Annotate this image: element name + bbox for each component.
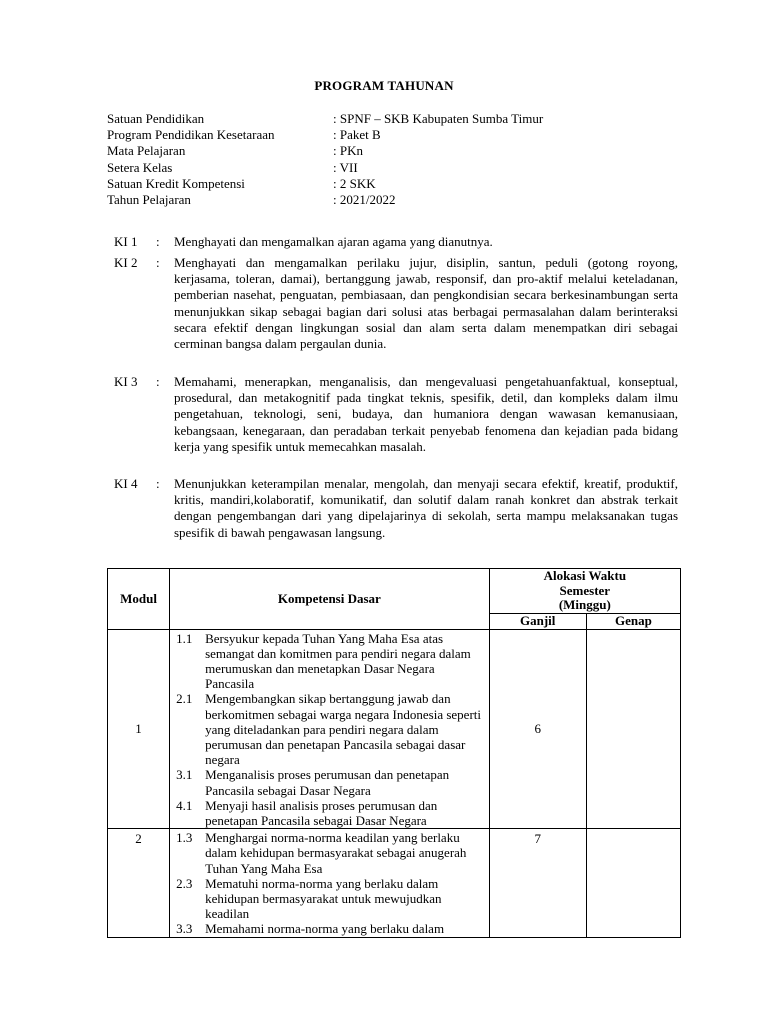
ki-colon: : bbox=[156, 374, 160, 389]
kd-text: Menghargai norma-norma keadilan yang berlaku dalam kehidupan bermasyarakat sebagai anugerah Tuhan Yang Maha Esa bbox=[205, 830, 467, 876]
meta-value: : SPNF – SKB Kabupaten Sumba Timur bbox=[333, 111, 544, 126]
ki-code: KI 1 bbox=[114, 234, 138, 249]
header-kompetensi-dasar: Kompetensi Dasar bbox=[170, 569, 490, 630]
ki-item bbox=[114, 255, 678, 352]
kd-item bbox=[176, 767, 487, 797]
modul-number: 1 bbox=[108, 629, 170, 829]
meta-row bbox=[107, 143, 667, 159]
meta-row bbox=[107, 192, 667, 208]
program-table bbox=[107, 568, 681, 938]
kd-number: 3.1 bbox=[176, 767, 193, 783]
kd-cell bbox=[170, 829, 490, 937]
table-row bbox=[108, 629, 681, 829]
header-modul: Modul bbox=[108, 569, 170, 630]
header-genap: Genap bbox=[586, 613, 680, 629]
genap-value bbox=[586, 829, 680, 937]
kd-item bbox=[176, 876, 487, 922]
meta-label: Satuan Kredit Kompetensi bbox=[107, 175, 245, 191]
ki-text: Memahami, menerapkan, menganalisis, dan mengevaluasi pengetahuanfaktual, konseptual, prosedural, dan metakognitif pada tingkat teknis, spesifik, detil, dan kompleks dalam ilmu pengetahuan, teknologi, seni, budaya, dan humaniora dengan wawasan kemanusiaan, kebangsaan, kenegaraan, dan peradaban terkait penyebab fenomena dan kejadian pada bidang kerja yang spesifik untuk memecahkan masalah. bbox=[174, 374, 678, 454]
meta-row bbox=[107, 176, 667, 192]
kd-item bbox=[176, 631, 487, 692]
ganjil-value: 6 bbox=[489, 629, 586, 829]
ki-item bbox=[114, 374, 678, 455]
header-alokasi-line: Semester bbox=[559, 582, 611, 598]
kd-item bbox=[176, 691, 487, 767]
meta-label: Mata Pelajaran bbox=[107, 143, 186, 159]
ki-code: KI 2 bbox=[114, 255, 138, 270]
ganjil-value: 7 bbox=[489, 829, 586, 937]
header-alokasi-waktu bbox=[489, 569, 680, 614]
genap-value bbox=[586, 629, 680, 829]
table-row bbox=[108, 829, 681, 937]
kd-text: Memahami norma-norma yang berlaku dalam bbox=[205, 921, 445, 937]
kd-item bbox=[176, 921, 487, 936]
kd-text: Menganalisis proses perumusan dan penetapan Pancasila sebagai Dasar Negara bbox=[205, 767, 450, 798]
kd-text: Mengembangkan sikap bertanggung jawab dan berkomitmen sebagai warga negara Indonesia seperti yang diteladankan para pendiri negara dalam perumusan dan penetapan Pancasila sebagai dasar negara bbox=[205, 691, 481, 768]
ki-item bbox=[114, 476, 678, 541]
ki-code: KI 3 bbox=[114, 374, 138, 389]
meta-row bbox=[107, 111, 667, 127]
kd-cell bbox=[170, 629, 490, 829]
ki-text: Menghayati dan mengamalkan ajaran agama yang dianutnya. bbox=[174, 234, 493, 249]
ki-item bbox=[114, 234, 678, 250]
kd-item bbox=[176, 830, 487, 876]
meta-label: Tahun Pelajaran bbox=[107, 191, 191, 207]
ki-text: Menghayati dan mengamalkan perilaku jujur, disiplin, santun, peduli (gotong royong, kerjasama, toleran, damai), bertanggung jawab, responsif, dan pro-aktif melalui keteladanan, pemberian nasehat, penguatan, pembiasaan, dan pengkondisian secara berkesinambungan serta menunjukkan sikap sebagai bagian dari solusi atas berbagai permasalahan dalam berinteraksi secara efektif dengan lingkungan sosial dan alam serta dalam menempatkan diri sebagai cerminan bangsa dalam pergaulan dunia. bbox=[174, 255, 678, 352]
kd-item bbox=[176, 798, 487, 828]
kd-number: 2.1 bbox=[176, 691, 193, 707]
kd-text: Mematuhi norma-norma yang berlaku dalam kehidupan bermasyarakat untuk mewujudkan keadilan bbox=[205, 875, 442, 922]
ki-colon: : bbox=[156, 255, 160, 270]
kd-number: 2.3 bbox=[176, 875, 193, 891]
kd-number: 1.3 bbox=[176, 830, 193, 846]
meta-value: : Paket B bbox=[333, 127, 381, 143]
meta-value: : 2021/2022 bbox=[333, 191, 396, 207]
kd-text: Menyaji hasil analisis proses perumusan dan penetapan Pancasila sebagai Dasar Negara bbox=[205, 797, 438, 828]
meta-row bbox=[107, 127, 667, 143]
kd-number: 3.3 bbox=[176, 921, 193, 937]
meta-value: : PKn bbox=[333, 143, 363, 159]
meta-label: Satuan Pendidikan bbox=[107, 111, 205, 126]
ki-code: KI 4 bbox=[114, 476, 138, 491]
meta-value: : 2 SKK bbox=[333, 175, 376, 191]
ki-colon: : bbox=[156, 234, 160, 249]
header-alokasi-line: (Minggu) bbox=[558, 597, 611, 612]
header-alokasi-line: Alokasi Waktu bbox=[543, 568, 627, 583]
kd-text: Bersyukur kepada Tuhan Yang Maha Esa atas semangat dan komitmen para pendiri negara dalam merumuskan dan menetapkan Dasar Negara Pancasila bbox=[205, 630, 471, 692]
ki-text: Menunjukkan keterampilan menalar, mengolah, dan menyaji secara efektif, kreatif, produktif, kritis, mandiri,kolaboratif, komunikatif, dan solutif dalam ranah konkret dan abstrak terkait dengan pengembangan dari yang dipelajarinya di sekolah, serta mampu melaksanakan tugas spesifik di bawah pengawasan langsung. bbox=[174, 476, 678, 540]
document-title: PROGRAM TAHUNAN bbox=[314, 78, 454, 93]
meta-label: Setera Kelas bbox=[107, 159, 173, 175]
meta-label: Program Pendidikan Kesetaraan bbox=[107, 127, 275, 143]
meta-row bbox=[107, 160, 667, 176]
meta-value: : VII bbox=[333, 159, 358, 175]
modul-number: 2 bbox=[108, 829, 170, 937]
ki-colon: : bbox=[156, 476, 160, 491]
meta-block bbox=[107, 111, 667, 208]
header-ganjil: Ganjil bbox=[489, 613, 586, 629]
kd-number: 1.1 bbox=[176, 630, 193, 646]
kd-number: 4.1 bbox=[176, 797, 193, 813]
